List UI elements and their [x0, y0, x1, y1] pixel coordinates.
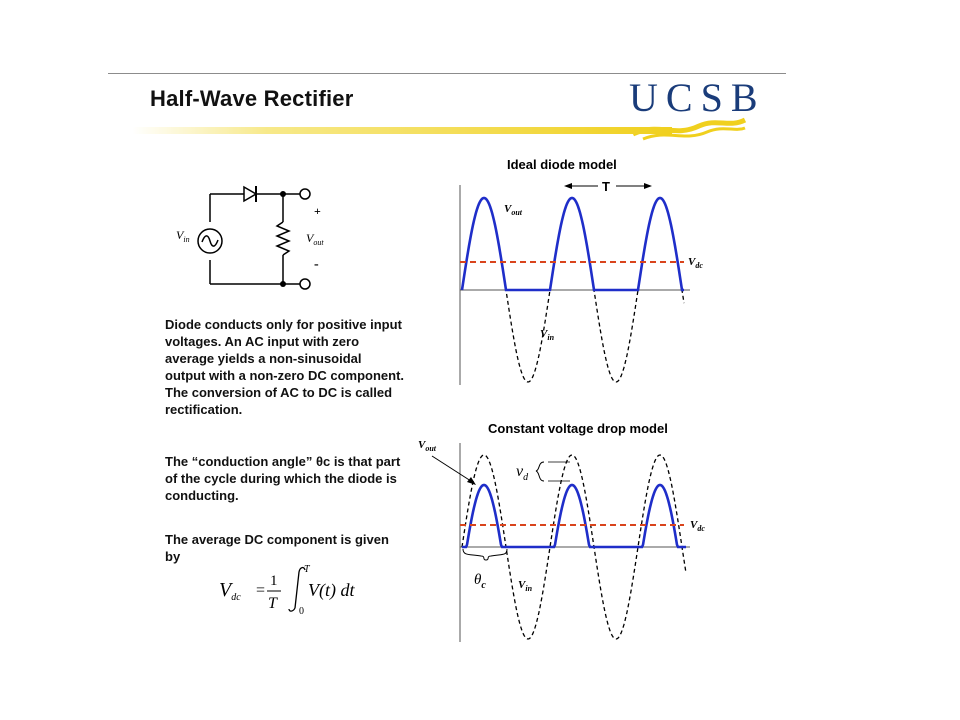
ideal-vout-label: $V_{out}$: [504, 203, 523, 217]
ideal-diode-plot: [452, 155, 702, 390]
period-label: T: [602, 179, 610, 194]
cvd-vd-label: $v_d$: [516, 463, 529, 483]
logo-text: UCSB: [629, 75, 766, 120]
formula-upper-limit: T: [304, 564, 310, 575]
formula-lower-limit: 0: [299, 606, 304, 617]
cvd-vout-pointer: [432, 456, 474, 483]
period-marker: [564, 179, 652, 194]
integral-sign-icon: [289, 568, 305, 612]
cvd-plot-title: Constant voltage drop model: [488, 421, 668, 436]
formula-denominator: T: [268, 595, 277, 612]
cvd-model-plot: [410, 418, 710, 646]
formula-integrand: V(t) dt: [308, 580, 355, 600]
svg-text:=: =: [256, 582, 266, 599]
ideal-vin-label: $V_{in}$: [540, 328, 555, 342]
ideal-vout-wave: [462, 198, 684, 290]
paragraph-average-dc: The average DC component is given by: [165, 532, 389, 564]
formula-lhs: $V_{dc}$: [219, 579, 241, 603]
formula-numerator: 1: [270, 573, 278, 589]
theta-brace: [463, 549, 507, 560]
circuit-vout-label: $V_{out}$: [306, 231, 324, 247]
circuit-plus-label: +: [314, 204, 321, 218]
vdc-formula: [215, 560, 355, 620]
circuit-vin-label: $V_{in}$: [176, 228, 190, 244]
vd-brace: [536, 462, 544, 481]
cvd-vout-wave: [462, 485, 686, 547]
cvd-vin-label: $V_{in}$: [518, 579, 533, 593]
rectifier-circuit-diagram: [168, 178, 338, 293]
paragraph-conduction-angle: The “conduction angle” θc is that part of the cycle during which the diode is conducting.: [165, 454, 401, 503]
header-accent-bar: [132, 127, 672, 134]
theta-c-label: $\theta_c$: [474, 572, 486, 591]
cvd-vout-label: $V_{out}$: [418, 439, 437, 453]
ideal-plot-title: Ideal diode model: [507, 157, 617, 172]
cvd-vdc-label: $V_{dc}$: [690, 519, 705, 533]
paragraph-rectification: Diode conducts only for positive input voltages. An AC input with zero average yields a non-sinusoidal output with a non-zero DC component. The conversion of AC to DC is called rectification.: [165, 317, 405, 417]
ideal-vdc-label: $V_{dc}$: [688, 256, 703, 270]
header-rule: [108, 73, 786, 74]
slide-title: Half-Wave Rectifier: [150, 86, 354, 111]
circuit-minus-label: -: [314, 257, 319, 272]
